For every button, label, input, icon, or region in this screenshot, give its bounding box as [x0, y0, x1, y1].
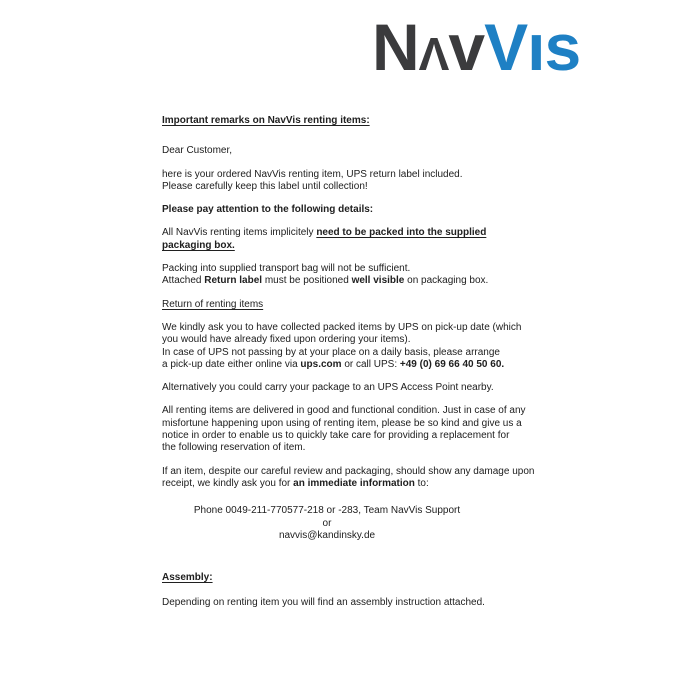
logo-letter-n: N	[372, 10, 419, 84]
text-segment: We kindly ask you to have collected packed items by UPS on pick-up date (which	[162, 321, 522, 333]
contact-block	[162, 505, 492, 542]
text-segment: navvis@kandinsky.de	[278, 529, 376, 541]
pickup-info-line	[162, 322, 544, 334]
text-segment: +49 (0) 69 66 40 50 60.	[399, 358, 505, 370]
damage-note-line	[162, 466, 544, 478]
intro	[162, 169, 544, 194]
text-segment: Return label	[204, 275, 263, 287]
text-segment: Alternatively you could carry your package to an UPS Access Point nearby.	[162, 382, 494, 394]
text-segment: notice in order to enable us to quickly take care for providing a replacement for	[162, 430, 510, 442]
condition-note-line	[162, 430, 544, 442]
main-heading-line	[162, 115, 544, 127]
text-segment: All renting items are delivered in good and functional condition. Just in case of any	[162, 405, 526, 417]
text-segment: All NavVis renting items implicitely	[162, 227, 317, 239]
contact-block-line	[162, 505, 492, 517]
text-segment: Important remarks on NavVis renting items:	[162, 115, 370, 126]
text-segment: an immediate information	[293, 477, 415, 489]
text-segment: must be positioned	[262, 275, 352, 287]
text-segment: you would have already fixed upon ordering your items).	[162, 334, 411, 346]
assembly-heading-line	[162, 572, 544, 584]
intro-line	[162, 169, 544, 181]
logo-letters-is: ıs	[527, 10, 581, 84]
text-segment: Depending on renting item you will find an assembly instruction attached.	[162, 597, 485, 609]
intro-line	[162, 181, 544, 193]
access-point-note	[162, 382, 544, 394]
damage-note	[162, 466, 544, 491]
bag-note-line	[162, 275, 544, 287]
packing-requirement-line	[162, 227, 544, 239]
access-point-note-line	[162, 382, 544, 394]
attention-heading-line	[162, 204, 544, 216]
pickup-info-line	[162, 347, 544, 359]
packing-requirement	[162, 227, 544, 252]
return-heading	[162, 299, 544, 311]
text-segment: well visible	[351, 275, 405, 287]
navvis-logo	[372, 10, 581, 84]
condition-note-line	[162, 405, 544, 417]
text-segment: Return of renting items	[162, 298, 264, 310]
text-segment: here is your ordered NavVis renting item, UPS return label included.	[162, 168, 463, 180]
main-heading	[162, 115, 544, 127]
text-segment: In case of UPS not passing by at your place on a daily basis, please arrange	[162, 346, 500, 358]
text-segment: Please carefully keep this label until collection!	[162, 180, 368, 192]
assembly-heading	[162, 572, 544, 584]
text-segment: need to be packed into the supplied	[316, 227, 487, 239]
salutation	[162, 145, 544, 157]
contact-block-line	[162, 530, 492, 542]
return-heading-line	[162, 299, 544, 311]
packing-requirement-line	[162, 240, 544, 252]
contact-block-line	[162, 518, 492, 530]
attention-heading	[162, 204, 544, 216]
pickup-info-line	[162, 334, 544, 346]
condition-note-line	[162, 418, 544, 430]
text-segment: on packaging box.	[404, 275, 489, 287]
damage-note-line	[162, 478, 544, 490]
text-segment: Attached	[162, 275, 205, 287]
pickup-info-line	[162, 359, 544, 371]
condition-note-line	[162, 442, 544, 454]
logo-letter-v: v	[448, 10, 485, 84]
text-segment: packaging box.	[162, 239, 235, 251]
text-segment: ups.com	[300, 358, 342, 370]
assembly-note-line	[162, 597, 544, 609]
text-segment: the following reservation of item.	[162, 442, 306, 454]
text-segment: Phone 0049-211-770577-218 or -283, Team NavVis Support	[193, 505, 461, 517]
assembly-note	[162, 597, 544, 609]
salutation-line	[162, 145, 544, 157]
bag-note	[162, 263, 544, 288]
text-segment: or	[322, 517, 332, 529]
text-segment: If an item, despite our careful review and packaging, should show any damage upon	[162, 465, 535, 477]
text-segment: to:	[414, 477, 429, 489]
text-segment: a pick-up date either online via	[162, 358, 301, 370]
text-segment: receipt, we kindly ask you for	[162, 477, 294, 489]
logo-letter-v2: V	[484, 10, 528, 84]
text-segment: Dear Customer,	[162, 145, 233, 157]
bag-note-line	[162, 263, 544, 275]
logo-letter-a: Λ	[418, 28, 449, 80]
text-segment: or call UPS:	[341, 358, 400, 370]
pickup-info	[162, 322, 544, 371]
letter-body	[162, 115, 544, 610]
text-segment: Please pay attention to the following details:	[162, 204, 374, 216]
condition-note	[162, 405, 544, 454]
text-segment: Packing into supplied transport bag will not be sufficient.	[162, 263, 411, 275]
text-segment: Assembly:	[162, 572, 213, 584]
text-segment: misfortune happening upon using of renting item, please be so kind and give us a	[162, 417, 522, 429]
